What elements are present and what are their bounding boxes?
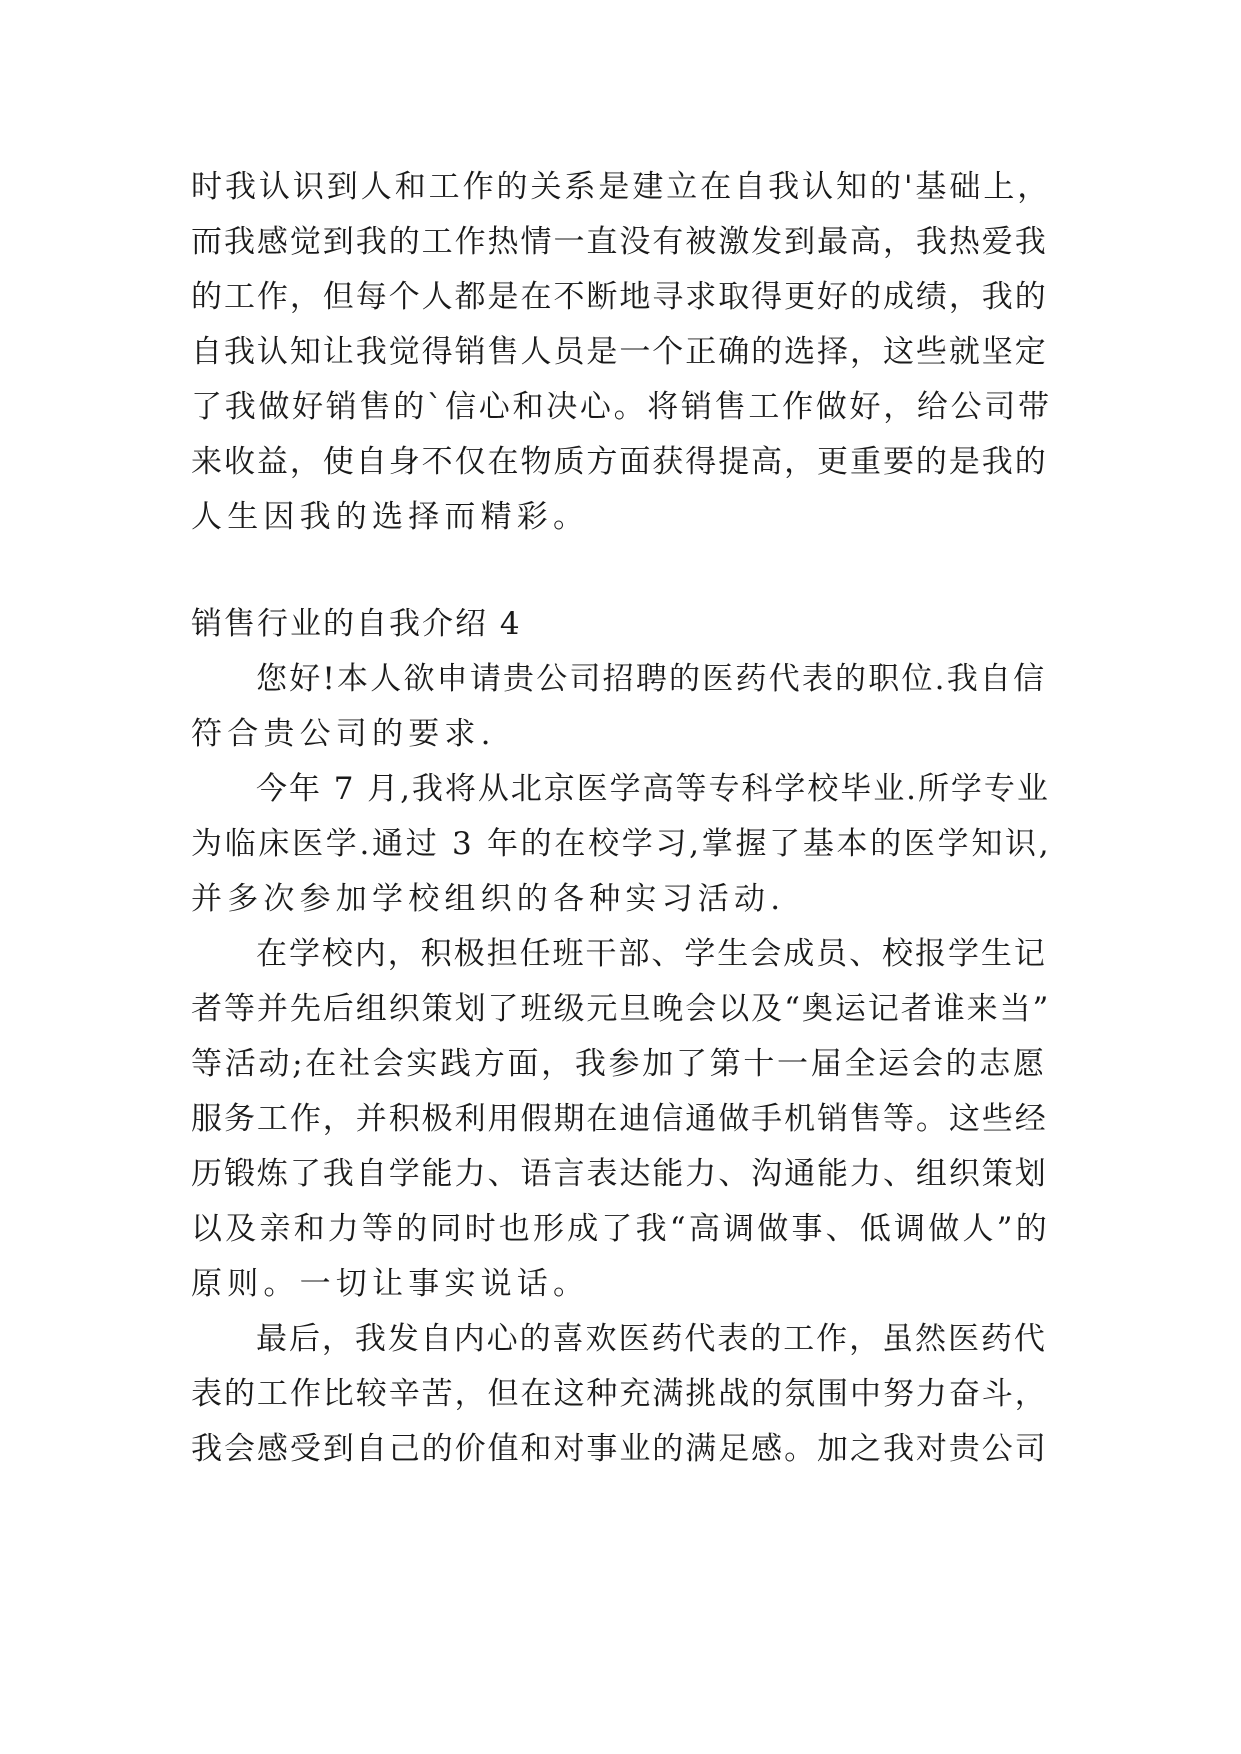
paragraph-line: 最后，我发自内心的喜欢医药代表的工作，虽然医药代 bbox=[256, 1321, 1047, 1357]
paragraph-line: 在学校内，积极担任班干部、学生会成员、校报学生记 bbox=[256, 936, 1047, 972]
paragraph-line: 历锻炼了我自学能力、语言表达能力、沟通能力、组织策划 bbox=[191, 1156, 1048, 1192]
section-heading: 销售行业的自我介绍 4 bbox=[191, 606, 522, 642]
paragraph-line: 服务工作，并积极利用假期在迪信通做手机销售等。这些经 bbox=[191, 1101, 1048, 1137]
paragraph-line: 原则。一切让事实说话。 bbox=[191, 1266, 590, 1302]
paragraph-line: 者等并先后组织策划了班级元旦晚会以及“奥运记者谁来当” bbox=[191, 991, 1051, 1027]
paragraph-line: 自我认知让我觉得销售人员是一个正确的选择，这些就坚定 bbox=[191, 334, 1048, 370]
paragraph-line: 人生因我的选择而精彩。 bbox=[191, 499, 590, 535]
paragraph-line: 等活动;在社会实践方面，我参加了第十一届全运会的志愿 bbox=[191, 1046, 1047, 1082]
paragraph-line: 符合贵公司的要求. bbox=[191, 716, 496, 752]
paragraph-line: 了我做好销售的`信心和决心。将销售工作做好，给公司带 bbox=[191, 389, 1052, 425]
paragraph-line: 今年 7 月,我将从北京医学高等专科学校毕业.所学专业 bbox=[256, 771, 1050, 807]
paragraph-line: 为临床医学.通过 3 年的在校学习,掌握了基本的医学知识, bbox=[191, 826, 1052, 862]
paragraph-line: 而我感觉到我的工作热情一直没有被激发到最高，我热爱我 bbox=[191, 224, 1048, 260]
paragraph-line: 来收益，使自身不仅在物质方面获得提高，更重要的是我的 bbox=[191, 444, 1048, 480]
paragraph-line: 您好!本人欲申请贵公司招聘的医药代表的职位.我自信 bbox=[256, 661, 1047, 697]
paragraph-line: 并多次参加学校组织的各种实习活动. bbox=[191, 881, 786, 917]
paragraph-line: 的工作，但每个人都是在不断地寻求取得更好的成绩，我的 bbox=[191, 279, 1048, 315]
paragraph-line: 我会感受到自己的价值和对事业的满足感。加之我对贵公司 bbox=[191, 1431, 1048, 1467]
paragraph-line: 时我认识到人和工作的关系是建立在自我认知的'基础上， bbox=[191, 169, 1052, 205]
paragraph-line: 以及亲和力等的同时也形成了我“高调做事、低调做人”的 bbox=[191, 1211, 1050, 1247]
paragraph-line: 表的工作比较辛苦，但在这种充满挑战的氛围中努力奋斗， bbox=[191, 1376, 1048, 1412]
